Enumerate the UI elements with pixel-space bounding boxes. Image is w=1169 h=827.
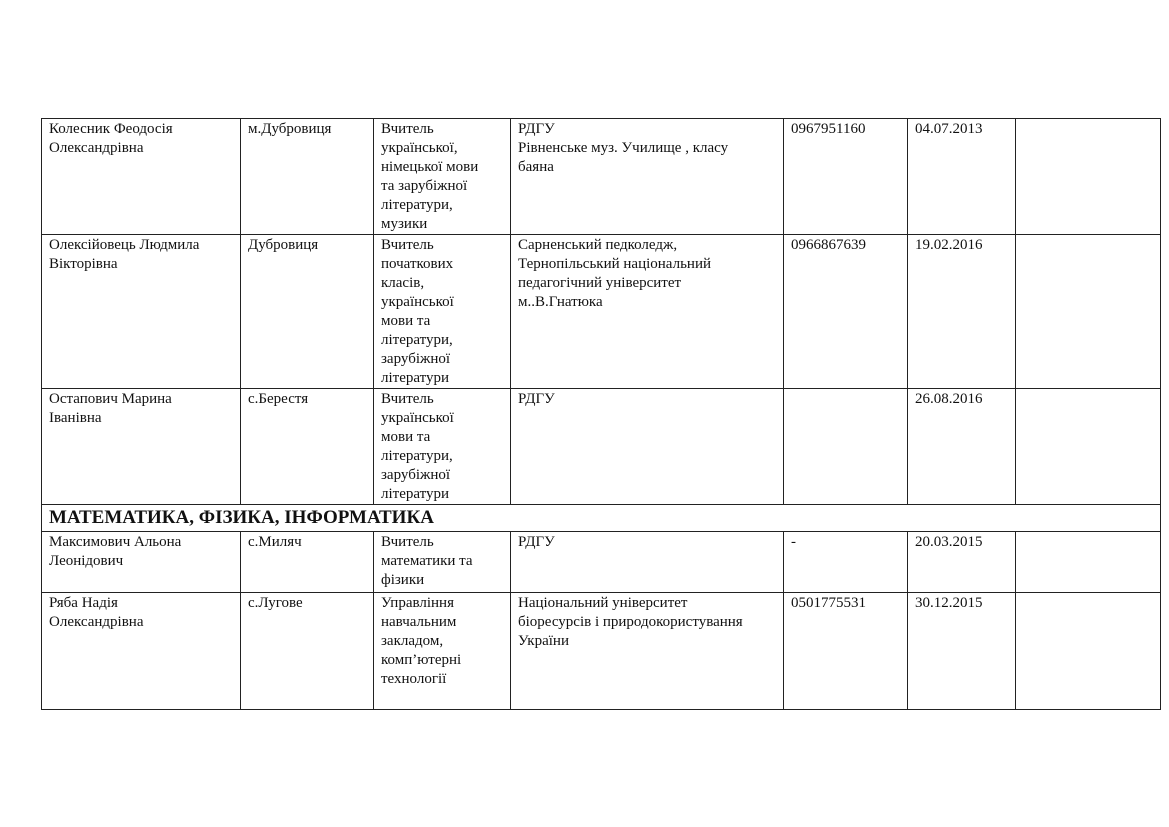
- name-cell: Ряба Надія Олександрівна: [42, 593, 241, 710]
- table-row: [42, 235, 1161, 389]
- education-cell: Національний університет біоресурсів і природокористування України: [511, 593, 784, 710]
- location-cell: с.Миляч: [241, 532, 374, 593]
- table-row: [42, 119, 1161, 235]
- note-cell: [1016, 235, 1161, 389]
- date-cell: 19.02.2016: [908, 235, 1016, 389]
- note-cell: [1016, 532, 1161, 593]
- name-cell: Колесник Феодосія Олександрівна: [42, 119, 241, 235]
- location-cell: с.Берестя: [241, 389, 374, 505]
- education-cell: РДГУ: [511, 532, 784, 593]
- section-title: МАТЕМАТИКА, ФІЗИКА, ІНФОРМАТИКА: [42, 505, 1161, 532]
- name-cell: Остапович Марина Іванівна: [42, 389, 241, 505]
- phone-cell: 0967951160: [784, 119, 908, 235]
- specialty-cell: Вчитель української мови та літератури, зарубіжної літератури: [374, 389, 511, 505]
- location-cell: с.Лугове: [241, 593, 374, 710]
- phone-cell: 0966867639: [784, 235, 908, 389]
- specialty-cell: Вчитель української, німецької мови та зарубіжної літератури, музики: [374, 119, 511, 235]
- table-row: [42, 389, 1161, 505]
- date-cell: 26.08.2016: [908, 389, 1016, 505]
- section-row: [42, 505, 1161, 532]
- education-cell: РДГУ Рівненське муз. Училище , класу баяна: [511, 119, 784, 235]
- specialty-cell: Вчитель математики та фізики: [374, 532, 511, 593]
- table-row: [42, 593, 1161, 710]
- name-cell: Олексійовець Людмила Вікторівна: [42, 235, 241, 389]
- location-cell: Дубровиця: [241, 235, 374, 389]
- name-cell: Максимович Альона Леонідович: [42, 532, 241, 593]
- phone-cell: -: [784, 532, 908, 593]
- note-cell: [1016, 119, 1161, 235]
- phone-cell: [784, 389, 908, 505]
- note-cell: [1016, 389, 1161, 505]
- specialty-cell: Управління навчальним закладом, комп’ютерні технології: [374, 593, 511, 710]
- location-cell: м.Дубровиця: [241, 119, 374, 235]
- date-cell: 30.12.2015: [908, 593, 1016, 710]
- table-row: [42, 532, 1161, 593]
- staff-table: [41, 118, 1161, 710]
- date-cell: 04.07.2013: [908, 119, 1016, 235]
- note-cell: [1016, 593, 1161, 710]
- date-cell: 20.03.2015: [908, 532, 1016, 593]
- specialty-cell: Вчитель початкових класів, української мови та літератури, зарубіжної літератури: [374, 235, 511, 389]
- phone-cell: 0501775531: [784, 593, 908, 710]
- education-cell: РДГУ: [511, 389, 784, 505]
- education-cell: Сарненський педколедж, Тернопільський національний педагогічний університет м..В.Гнатюка: [511, 235, 784, 389]
